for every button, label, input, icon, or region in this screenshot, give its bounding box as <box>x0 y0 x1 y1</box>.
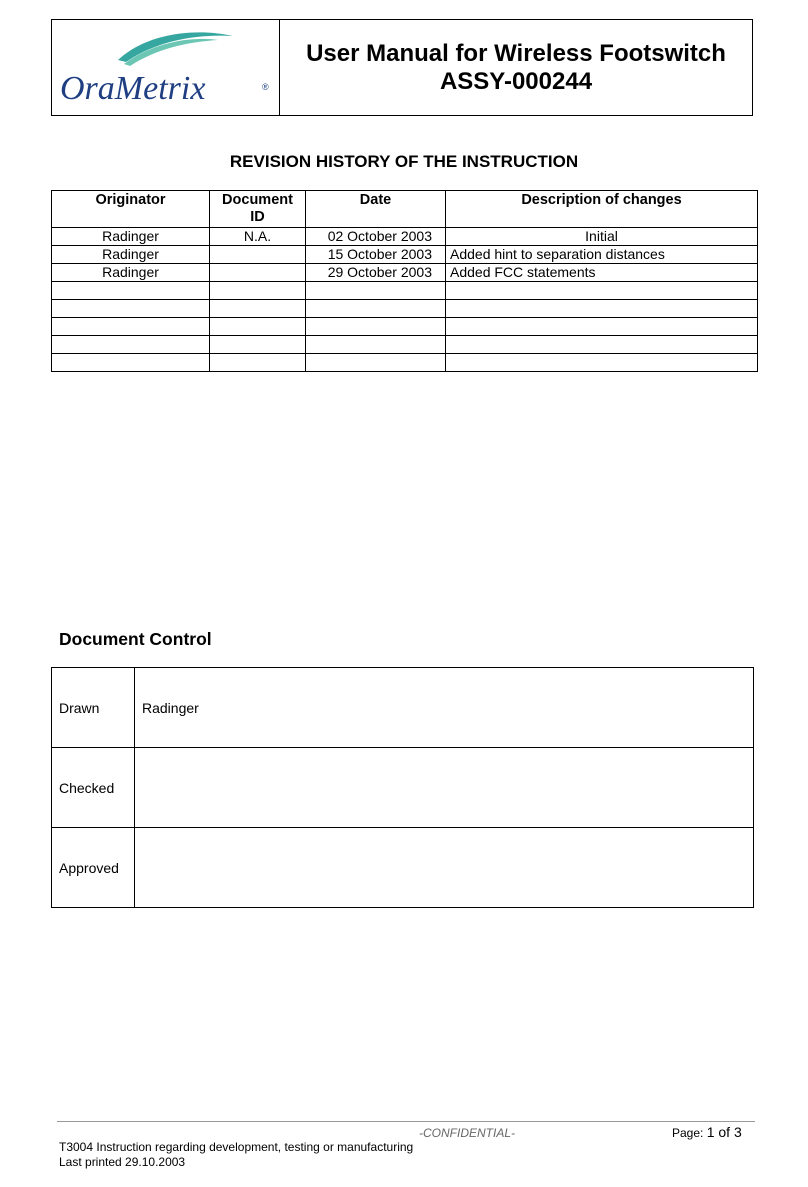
footer-divider <box>57 1121 755 1122</box>
orametrix-logo <box>58 26 276 110</box>
column-header: Date <box>306 191 446 228</box>
page-value: 1 of 3 <box>706 1124 742 1140</box>
document-control-table <box>51 667 754 908</box>
column-header: Originator <box>52 191 210 228</box>
table-row <box>52 668 754 748</box>
doc-id-cell <box>210 264 306 282</box>
checked-label: Checked <box>52 748 135 828</box>
drawn-value: Radinger <box>135 668 754 748</box>
revision-history-title: REVISION HISTORY OF THE INSTRUCTION <box>229 152 579 171</box>
document-number: ASSY-000244 <box>439 67 593 95</box>
document-header <box>51 19 753 116</box>
table-header-row <box>52 191 758 228</box>
table-row <box>52 264 758 282</box>
footer-last-printed: Last printed 29.10.2003 <box>59 1155 186 1169</box>
table-row <box>52 828 754 908</box>
document-control-title: Document Control <box>59 629 212 649</box>
date-cell: 15 October 2003 <box>306 246 446 264</box>
originator-cell: Radinger <box>52 246 210 264</box>
empty-row <box>52 318 758 336</box>
drawn-label: Drawn <box>52 668 135 748</box>
logo-cell <box>52 20 280 115</box>
footer-doc-ref: T3004 Instruction regarding development, testing or manufacturing <box>59 1140 414 1154</box>
description-cell: Added hint to separation distances <box>446 246 758 264</box>
table-row <box>52 748 754 828</box>
empty-row <box>52 282 758 300</box>
doc-id-cell <box>210 246 306 264</box>
empty-row <box>52 336 758 354</box>
document-title: User Manual for Wireless Footswitch <box>306 39 726 67</box>
originator-cell: Radinger <box>52 264 210 282</box>
empty-row <box>52 300 758 318</box>
approved-label: Approved <box>52 828 135 908</box>
date-cell: 29 October 2003 <box>306 264 446 282</box>
footer-info <box>59 1140 413 1170</box>
originator-cell: Radinger <box>52 228 210 246</box>
registered-mark: ® <box>262 82 269 92</box>
approved-value <box>135 828 754 908</box>
logo-wordmark: OraMetrix <box>60 70 206 107</box>
description-cell: Added FCC statements <box>446 264 758 282</box>
page-label: Page: <box>672 1126 704 1140</box>
checked-value <box>135 748 754 828</box>
title-cell <box>280 20 752 115</box>
description-cell: Initial <box>446 228 758 246</box>
revision-history-table <box>51 190 758 372</box>
page-number <box>672 1124 742 1140</box>
table-row <box>52 228 758 246</box>
confidential-label: -CONFIDENTIAL- <box>419 1126 515 1140</box>
column-header: Description of changes <box>446 191 758 228</box>
column-header: Document ID <box>210 191 306 228</box>
empty-row <box>52 354 758 372</box>
table-row <box>52 246 758 264</box>
date-cell: 02 October 2003 <box>306 228 446 246</box>
doc-id-cell: N.A. <box>210 228 306 246</box>
